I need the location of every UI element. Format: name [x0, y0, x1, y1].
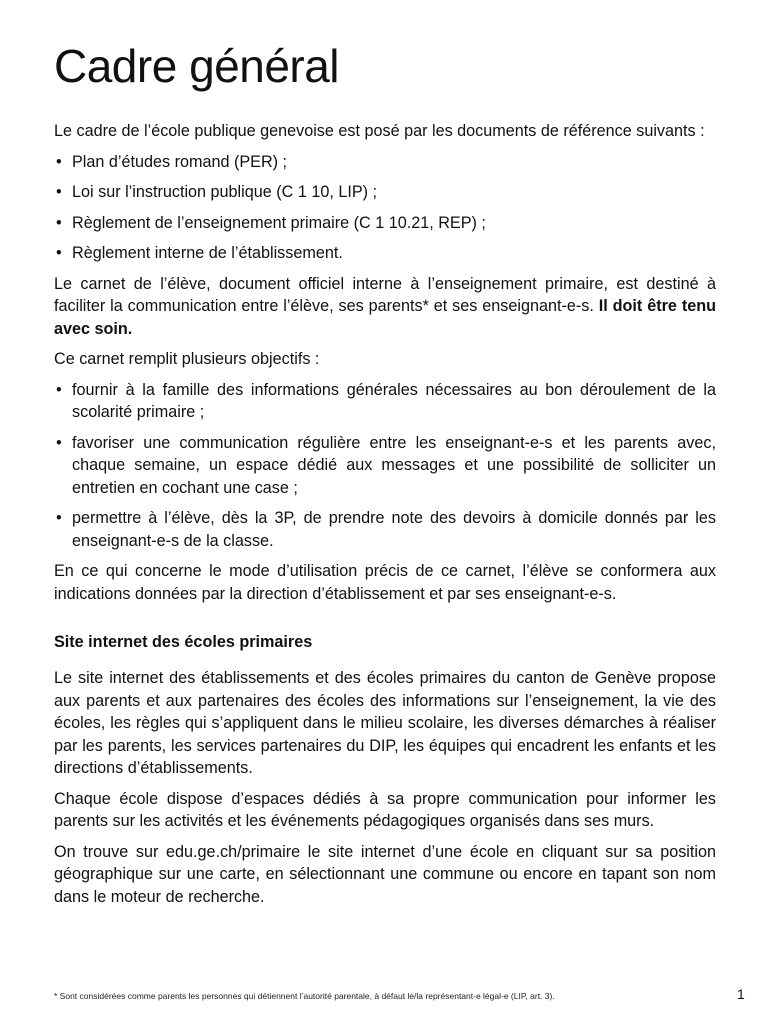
section-heading: Site internet des écoles primaires — [54, 633, 313, 651]
list-item: • Règlement de l’enseignement primaire (C 1 10.21, REP) ; — [54, 212, 716, 235]
usage-paragraph: En ce qui concerne le mode d’utilisation précis de ce carnet, l’élève se conformera aux indications données par la direction d’établissement et par ses enseignant-e-s. — [54, 562, 716, 603]
carnet-text: Le carnet de l’élève, document officiel interne à l’enseignement primaire, est destiné à faciliter la communication entre l’élève, ses parents* et ses enseignant-e-s. — [54, 274, 716, 315]
site-paragraph: Chaque école dispose d’espaces dédiés à sa propre communication pour informer les parents sur les activités et les événements pédagogiques organisés dans ses murs. — [54, 789, 716, 830]
list-item: • Plan d’études romand (PER) ; — [54, 151, 716, 174]
objectives-intro: Ce carnet remplit plusieurs objectifs : — [54, 350, 320, 368]
site-paragraph: Le site internet des établissements et des écoles primaires du canton de Genève propose aux parents et aux partenaires des écoles des informations sur l’enseignement, la vie des écoles, les règles qui s’appliquent dans le milieu scolaire, les diverses démarches à réaliser par les parents, les services partenaires du DIP, les équipes qui encadrent les enfants et les directions d’établissements. — [54, 669, 716, 777]
list-item: • Règlement interne de l’établissement. — [54, 242, 716, 265]
carnet-paragraph — [54, 273, 716, 341]
list-item: • fournir à la famille des informations générales nécessaires au bon déroulement de la scolarité primaire ; — [54, 379, 716, 424]
list-item: • permettre à l’élève, dès la 3P, de prendre note des devoirs à domicile donnés par les enseignant-e-s de la classe. — [54, 507, 716, 552]
list-item: • Loi sur l’instruction publique (C 1 10, LIP) ; — [54, 181, 716, 204]
document-page — [54, 38, 716, 916]
intro-paragraph: Le cadre de l’école publique genevoise est posé par les documents de référence suivants : — [54, 122, 705, 140]
page-title: Cadre général — [54, 40, 340, 92]
footnote: * Sont considérées comme parents les personnes qui détiennent l’autorité parentale, à défaut le/la représentant-e légal-e (LIP, art. 3). — [54, 991, 555, 1001]
carnet-emphasis: Il doit être tenu avec soin. — [54, 297, 716, 338]
site-paragraph: On trouve sur edu.ge.ch/primaire le site internet d’une école en cliquant sur sa position géographique sur une carte, en sélectionnant une commune ou encore en tapant son nom dans le moteur de recherche. — [54, 842, 716, 906]
list-item: • favoriser une communication régulière entre les enseignant-e-s et les parents avec, chaque semaine, un espace dédié aux messages et une possibilité de solliciter un entretien en cochant une case ; — [54, 432, 716, 500]
page-number: 1 — [737, 986, 745, 1002]
reference-docs-list — [54, 151, 716, 265]
objectives-list — [54, 379, 716, 553]
